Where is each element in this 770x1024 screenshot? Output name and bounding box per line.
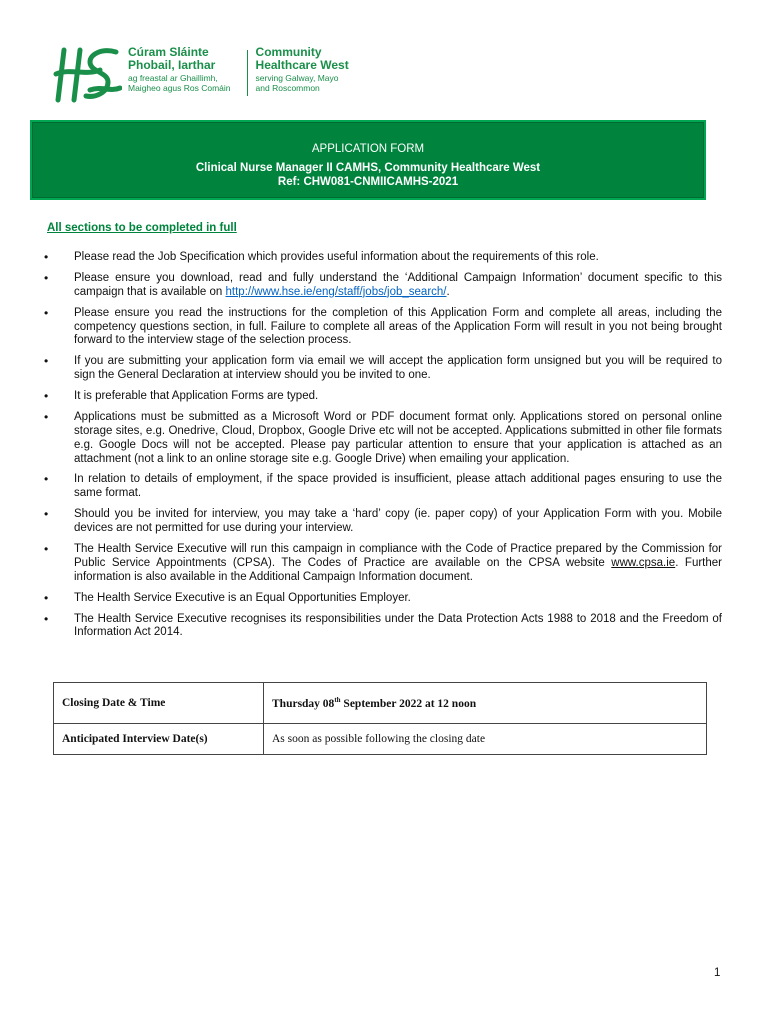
list-item: • If you are submitting your application form via email we will accept the application form unsigned but you will be required to sign the General Declaration at interview should you be invited to one. [44,355,722,383]
closing-date-value: Thursday 08th September 2022 at 12 noon [264,683,707,724]
logo-divider [247,50,248,96]
list-item: • Please ensure you read the instructions for the completion of this Application Form and complete all areas, including the competency questions section, in full. Failure to complete all areas of the Application Form will result in you not being brought forward to the interview stage of the selection process. [44,307,722,348]
form-title: APPLICATION FORM [311,143,425,155]
list-item: • The Health Service Executive is an Equal Opportunities Employer. [44,592,722,606]
list-item: • The Health Service Executive recognises its responsibilities under the Data Protection Acts 1988 to 2018 and the Freedom of Information Act 2014. [44,613,722,641]
org-sub-line2: Maigheo agus Ros Comáin [128,82,231,93]
table-row [54,683,707,724]
dates-table [53,682,707,755]
list-item: • Please read the Job Specification which provides useful information about the requirements of this role. [44,251,722,265]
cpsa-link[interactable]: www.cpsa.ie [611,556,676,569]
org-name-line1: Cúram Sláinte [128,45,209,59]
list-item: • It is preferable that Application Forms are typed. [44,390,722,404]
hse-logo [50,46,349,108]
list-item: • In relation to details of employment, if the space provided is insufficient, please attach additional pages ensuring to use the same format. [44,473,722,501]
title-banner [30,120,706,200]
org-en-sub-line2: and Roscommon [255,82,320,93]
hse-logo-icon [50,46,122,104]
org-sub-line1: ag freastal ar Ghaillimh, [128,73,218,83]
interview-date-value: As soon as possible following the closing date [264,724,707,755]
instruction-list [44,251,722,647]
org-irish [128,46,231,93]
reference-number: Ref: CHW081-CNMIICAMHS-2021 [277,176,459,188]
org-name-line2: Phobail, Iarthar [128,58,216,72]
section-title: All sections to be completed in full [47,222,237,234]
job-search-link[interactable]: http://www.hse.ie/eng/staff/jobs/job_search/ [225,285,447,298]
org-en-sub-line1: serving Galway, Mayo [255,73,339,83]
closing-date-label: Closing Date & Time [54,683,264,724]
org-en-line1: Community [255,45,322,59]
list-item: • Should you be invited for interview, you may take a ‘hard’ copy (ie. paper copy) of your Application Form with you. Mobile devices are not permitted for use during your interview. [44,508,722,536]
org-en-line2: Healthcare West [255,58,349,72]
interview-date-label: Anticipated Interview Date(s) [54,724,264,755]
org-english [256,46,349,93]
list-item: • The Health Service Executive will run this campaign in compliance with the Code of Practice prepared by the Commission for Public Service Appointments (CPSA). The Codes of Practice are available on the CPSA website www.cpsa.ie. Further information is also available in the Additional Campaign Information document. [44,543,722,584]
page-number: 1 [714,967,721,979]
list-item: • Please ensure you download, read and fully understand the ‘Additional Campaign Information’ document specific to this campaign that is available on http://www.hse.ie/eng/staff/jobs/job_search/. [44,272,722,300]
table-row [54,724,707,755]
list-item: • Applications must be submitted as a Microsoft Word or PDF document format only. Applications stored on personal online storage sites, e.g. Onedrive, Cloud, Dropbox, Google Drive etc will not be accepted. Applications submitted in other file formats e.g. Google Docs will not be accepted. Please pay particular attention to ensure that your application is attached as an attachment (not a link to an online storage site e.g. Google Drive) when emailing your application. [44,411,722,466]
job-title: Clinical Nurse Manager II CAMHS, Community Healthcare West [195,162,541,174]
